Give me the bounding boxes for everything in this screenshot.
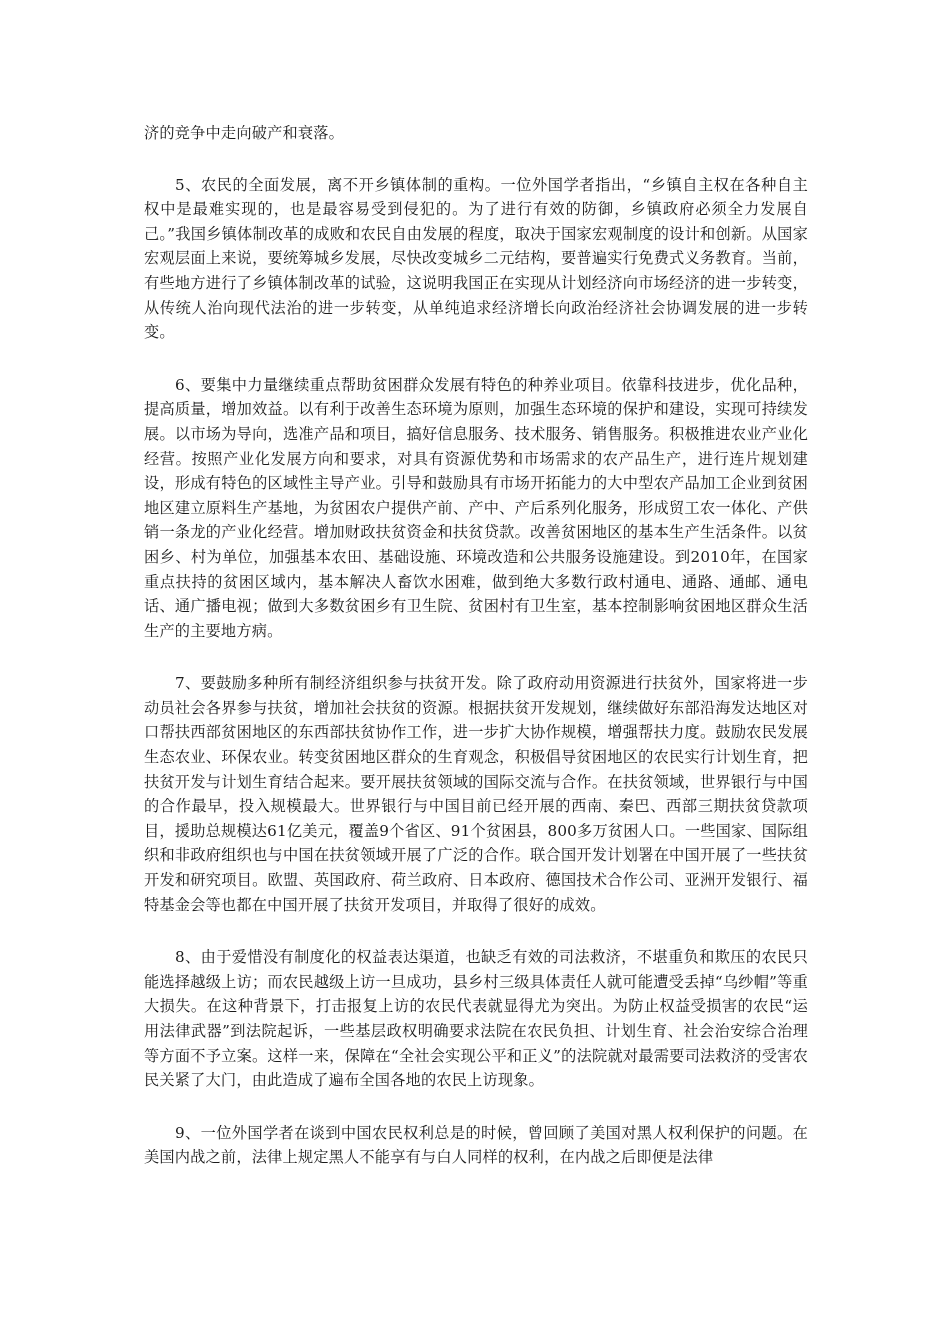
- paragraph-6: 6、要集中力量继续重点帮助贫困群众发展有特色的种养业项目。依靠科技进步，优化品种，提高质量，增加效益。以有利于改善生态环境为原则，加强生态环境的保护和建设，实现可持续发展。以市场为导向，选准产品和项目，搞好信息服务、技术服务、销售服务。积极推进农业产业化经营。按照产业化发展方向和要求，对具有资源优势和市场需求的农产品生产，进行连片规划建设，形成有特色的区域性主导产业。引导和鼓励具有市场开拓能力的大中型农产品加工企业到贫困地区建立原料生产基地，为贫困农户提供产前、产中、产后系列化服务，形成贸工农一体化、产供销一条龙的产业化经营。增加财政扶贫资金和扶贫贷款。改善贫困地区的基本生产生活条件。以贫困乡、村为单位，加强基本农田、基础设施、环境改造和公共服务设施建设。到2010年，在国家重点扶持的贫困区域内，基本解决人畜饮水困难，做到绝大多数行政村通电、通路、通邮、通电话、通广播电视；做到大多数贫困乡有卫生院、贫困村有卫生室，基本控制影响贫困地区群众生活生产的主要地方病。: [144, 375, 808, 640]
- document-page: [144, 121, 808, 1198]
- paragraph-9: 9、一位外国学者在谈到中国农民权利总是的时候，曾回顾了美国对黑人权利保护的问题。在美国内战之前，法律上规定黑人不能享有与白人同样的权利，在内战之后即便是法律: [144, 1123, 808, 1167]
- paragraph-7: 7、要鼓励多种所有制经济组织参与扶贫开发。除了政府动用资源进行扶贫外，国家将进一步动员社会各界参与扶贫，增加社会扶贫的资源。根据扶贫开发规划，继续做好东部沿海发达地区对口帮扶西部贫困地区的东西部扶贫协作工作，进一步扩大协作规模，增强帮扶力度。鼓励农民发展生态农业、环保农业。转变贫困地区群众的生育观念，积极倡导贫困地区的农民实行计划生育，把扶贫开发与计划生育结合起来。要开展扶贫领域的国际交流与合作。在扶贫领域，世界银行与中国的合作最早，投入规模最大。世界银行与中国目前已经开展的西南、秦巴、西部三期扶贫贷款项目，援助总规模达61亿美元，覆盖9个省区、91个贫困县，800多万贫困人口。一些国家、国际组织和非政府组织也与中国在扶贫领域开展了广泛的合作。联合国开发计划署在中国开展了一些扶贫开发和研究项目。欧盟、英国政府、荷兰政府、日本政府、德国技术合作公司、亚洲开发银行、福特基金会等也都在中国开展了扶贫开发项目，并取得了很好的成效。: [144, 674, 808, 914]
- paragraph-continuation: 济的竞争中走向破产和衰落。: [144, 124, 345, 142]
- paragraph-8: 8、由于爱惜没有制度化的权益表达渠道，也缺乏有效的司法救济，不堪重负和欺压的农民只能选择越级上访；而农民越级上访一旦成功，县乡村三级具体责任人就可能遭受丢掉“乌纱帽”等重大损失。在这种背景下，打击报复上访的农民代表就显得尤为突出。为防止权益受损害的农民“运用法律武器”到法院起诉，一些基层政权明确要求法院在农民负担、计划生育、社会治安综合治理等方面不予立案。这样一来，保障在“全社会实现公平和正义”的法院就对最需要司法救济的受害农民关紧了大门，由此造成了遍布全国各地的农民上访现象。: [144, 948, 808, 1090]
- paragraph-5: 5、农民的全面发展，离不开乡镇体制的重构。一位外国学者指出，“乡镇自主权在各种自主权中是最难实现的，也是最容易受到侵犯的。为了进行有效的防御，乡镇政府必须全力发展自己。”我国乡镇体制改革的成败和农民自由发展的程度，取决于国家宏观制度的设计和创新。从国家宏观层面上来说，要统筹城乡发展，尽快改变城乡二元结构，要普遍实行免费式义务教育。当前，有些地方进行了乡镇体制改革的试验，这说明我国正在实现从计划经济向市场经济的进一步转变，从传统人治向现代法治的进一步转变，从单纯追求经济增长向政治经济社会协调发展的进一步转变。: [144, 175, 808, 342]
